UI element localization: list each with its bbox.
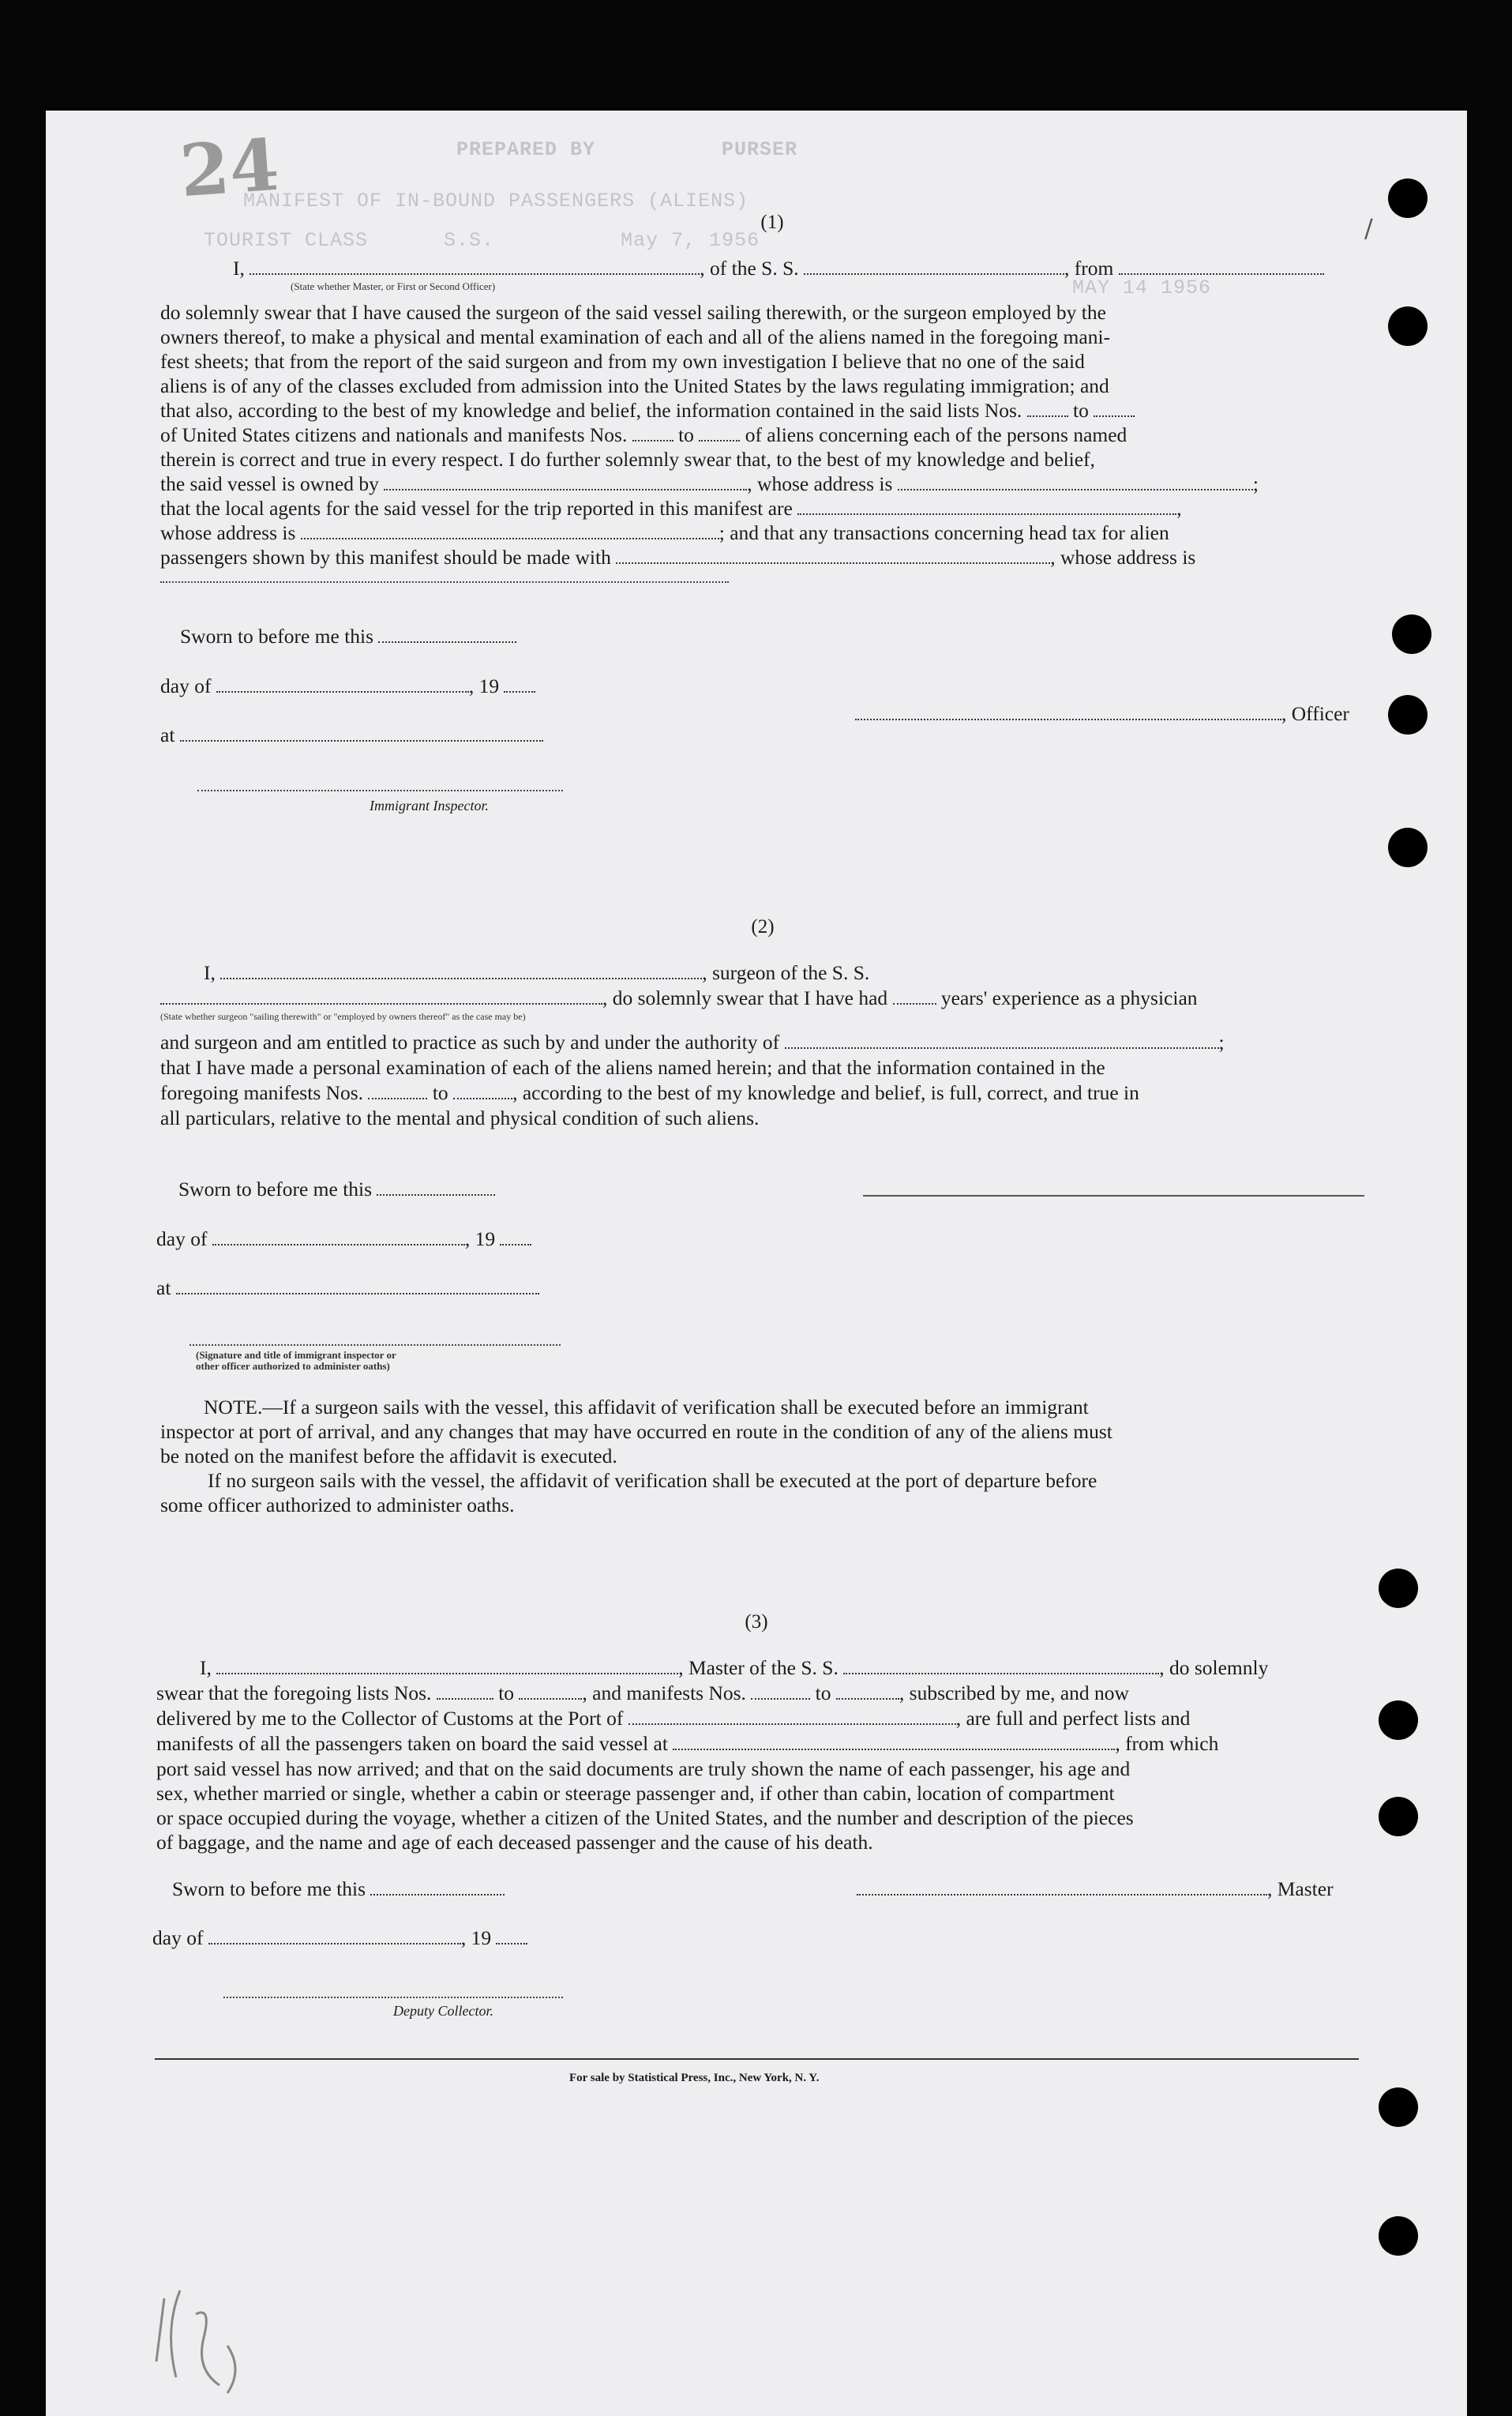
s1-from: , from [1064, 257, 1114, 280]
s1-body-1: do solemnly swear that I have caused the surgeon of the said vessel sailing therewith, or the surgeon employed by the [160, 301, 1106, 324]
s3-day-of: day of [152, 1926, 204, 1949]
s1-to-1: to [1073, 399, 1089, 422]
s1-year-field [504, 675, 535, 693]
s1-inspector: Immigrant Inspector. [370, 798, 489, 813]
s3-vessel-field [843, 1657, 1159, 1674]
s1-master-hint: (State whether Master, or First or Second Officer) [291, 280, 496, 292]
s2-year-field [500, 1228, 531, 1246]
punch-hole [1388, 306, 1428, 346]
s3-full-lists: , are full and perfect lists and [955, 1707, 1191, 1730]
handwritten-mark [133, 2275, 275, 2409]
s3-and-manifests: , and manifests Nos. [582, 1681, 746, 1704]
s2-examination: that I have made a personal examination of each of the aliens named herein; and that the information contained in the [160, 1056, 1105, 1079]
s1-sworn-field [378, 626, 516, 643]
s1-agents-line: that the local agents for the said vessel for the trip reported in this manifest are [160, 497, 793, 520]
s3-collector-sig-line [223, 1997, 563, 1998]
s3-to-2: to [815, 1681, 831, 1704]
s2-sig-hint-1: (Signature and title of immigrant inspector or [196, 1349, 396, 1361]
s1-whose-address: whose address is [160, 521, 296, 544]
s1-day-of: day of [160, 674, 212, 697]
s1-vessel-field [804, 257, 1064, 275]
s2-sworn: Sworn to before me this [178, 1178, 373, 1200]
stamp-line-4: MAY 14 1956 [1072, 276, 1212, 299]
s3-i-label: I, [200, 1656, 212, 1679]
punch-hole [1379, 1797, 1418, 1836]
s2-manifest-to-field [453, 1082, 512, 1099]
s3-manifest-from-field [751, 1682, 810, 1700]
s1-whose-address-is: , whose address is [747, 472, 893, 495]
s2-years: years' experience as a physician [940, 986, 1198, 1009]
punch-hole [1388, 828, 1428, 867]
s3-swear-lists: swear that the foregoing lists Nos. [156, 1681, 432, 1704]
s1-officer: , Officer [1281, 702, 1349, 725]
s1-owner-field [384, 473, 747, 490]
s2-to: to [432, 1081, 448, 1104]
s1-agents-field [797, 498, 1176, 515]
s2-day-of: day of [156, 1227, 208, 1250]
section-3-number: (3) [745, 1611, 768, 1633]
s1-manifest-to-field [699, 424, 740, 441]
footer-rule [155, 2058, 1359, 2060]
s1-head-tax-address-field [160, 581, 729, 583]
s3-master-name-field [216, 1657, 678, 1674]
s3-subscribed: , subscribed by me, and now [899, 1681, 1129, 1704]
s2-surgeon-sig-line [863, 1195, 1364, 1197]
s1-sworn: Sworn to before me this [180, 625, 374, 648]
stamp-line-3: TOURIST CLASS S.S. May 7, 1956 [204, 229, 760, 252]
s3-master: , Master [1267, 1877, 1334, 1900]
s1-at: at [160, 723, 175, 746]
s1-body-3: fest sheets; that from the report of the said surgeon and from my own investigation I believe that no one of the said [160, 350, 1085, 373]
punch-hole [1392, 614, 1431, 654]
s1-body-2: owners thereof, to make a physical and mental examination of each and all of the aliens named in the foregoing mani- [160, 325, 1111, 348]
s3-manifests-of: manifests of all the passengers taken on board the said vessel at [156, 1732, 668, 1755]
punch-hole [1379, 1700, 1418, 1740]
s2-swear: , do solemnly swear that I have had [602, 986, 888, 1009]
punch-hole [1379, 2216, 1418, 2256]
s1-owner-address-field [898, 473, 1253, 490]
s1-citizens-line: of United States citizens and nationals and manifests Nos. [160, 423, 628, 446]
s3-departure-field [673, 1733, 1115, 1750]
s1-whose-address-end: , whose address is [1050, 546, 1196, 569]
s1-year: , 19 [468, 674, 500, 697]
s2-note2-2: some officer authorized to administer oaths. [160, 1494, 515, 1516]
s2-sworn-field [377, 1178, 495, 1196]
s3-year-field [496, 1927, 527, 1944]
s3-body-2: sex, whether married or single, whether a cabin or steerage passenger and, if other than cabin, location of compartment [156, 1782, 1115, 1805]
section-1-number: (1) [760, 212, 784, 233]
s3-body-1: port said vessel has now arrived; and that on the said documents are truly shown the name of each passenger, his age and [156, 1757, 1131, 1780]
s1-of-ss: , of the S. S. [700, 257, 799, 280]
s2-note1-3: be noted on the manifest before the affidavit is executed. [160, 1445, 617, 1467]
s2-according: , according to the best of my knowledge and belief, is full, correct, and true in [512, 1081, 1139, 1104]
s3-body-3: or space occupied during the voyage, whether a citizen of the United States, and the number and description of the pieces [156, 1806, 1134, 1829]
punch-hole [1388, 695, 1428, 735]
s1-passengers-line: passengers shown by this manifest should be made with [160, 546, 611, 569]
s1-lists-line: that also, according to the best of my knowledge and belief, the information contained in the said lists Nos. [160, 399, 1022, 422]
s2-day-field [212, 1228, 465, 1246]
s3-sworn: Sworn to before me this [172, 1877, 366, 1900]
punch-hole [1379, 2087, 1418, 2127]
s3-day-field [208, 1927, 461, 1944]
s2-authority: and surgeon and am entitled to practice as such by and under the authority of [160, 1031, 780, 1054]
s1-lists-to-field [1094, 400, 1135, 417]
s2-surgeon-name-field [220, 962, 702, 979]
s3-port-field [628, 1708, 956, 1725]
s2-note1-1: NOTE.—If a surgeon sails with the vessel, this affidavit of verification shall be executed before an immigrant [204, 1396, 1089, 1418]
s3-lists-from-field [437, 1682, 493, 1700]
stamp-line-2: MANIFEST OF IN-BOUND PASSENGERS (ALIENS) [243, 190, 749, 212]
s3-from-which: , from which [1115, 1732, 1219, 1755]
printer-imprint: For sale by Statistical Press, Inc., New York, N. Y. [569, 2072, 820, 2084]
s3-manifest-to-field [836, 1682, 899, 1700]
s1-from-field [1119, 257, 1324, 275]
s2-manifest-from-field [368, 1082, 427, 1099]
s3-body-4: of baggage, and the name and age of each deceased passenger and the cause of his death. [156, 1831, 873, 1854]
s1-lists-from-field [1027, 400, 1068, 417]
page-number: 24 [177, 122, 282, 214]
s3-delivered: delivered by me to the Collector of Customs at the Port of [156, 1707, 624, 1730]
s3-sworn-field [370, 1878, 505, 1896]
stamp-line-1: PREPARED BY PURSER [456, 138, 798, 161]
s1-body-4: aliens is of any of the classes excluded from admission into the United States by the laws regulating immigration; and [160, 374, 1109, 397]
s3-master-of: , Master of the S. S. [678, 1656, 839, 1679]
s3-year: , 19 [460, 1926, 492, 1949]
section-2-number: (2) [751, 916, 775, 937]
s1-inspector-sig-line [197, 790, 563, 791]
s1-head-tax: ; and that any transactions concerning head tax for alien [718, 521, 1169, 544]
s2-note1-2: inspector at port of arrival, and any changes that may have occurred en route in the condition of any of the aliens must [160, 1420, 1112, 1443]
s1-owned-by: the said vessel is owned by [160, 472, 379, 495]
s2-surgeon-of: , surgeon of the S. S. [702, 961, 870, 984]
document-page: PREPARED BY PURSER MANIFEST OF IN-BOUND PASSENGERS (ALIENS) TOURIST CLASS S.S. May 7, 1956 MAY 14 1956 24 (1) I, , of the S. S. , from (State whether Master, or First or Second Officer) do solemnly swear that I have caused the surgeon of the said vessel sailing therewith, or the surgeon employed by the owners thereof, to make a physical and mental examination of each and all of the aliens named in the foregoing mani- fest sheets; that from the report of the said surgeon and from my own investigation I believe that no one of the said aliens is of any of the classes excluded from admission into the United States by the laws regulating immigration; and that also, according to the best of my knowledge and belief, the information contained in the said lists Nos. to of United States citizens and nationals and manifests Nos. to of aliens concerning each of the persons named therein is correct and true in every respect. I do further solemnly swear that, to the best of my knowledge and belief, the said vessel is owned by , whose address is ; that the local agents for the said vessel for the trip reported in this manifest are , whose address is ; and that any transactions concerning head tax for alien passengers shown by this manifest should be made with , whose address is Sworn to before me this day of , 19 at Immigrant Inspector. , Officer (2) I, , surgeon of the S. S. , do solemnly swear that I have had years' experience as a physician (State whether surgeon "sailing therewith" or "employed by owners thereof" as the case may be) and surgeon and am entitled to practice as such by and under the authority of ; that I have made a personal examination of each of the aliens named herein; and that the information contained in the foregoing manifests Nos. to , according to the best of my knowledge and belief, is full, correct, and true in all particulars, relative to the mental and physical condition of such aliens. Sworn to before me this day of , 19 at (Signature and title of immigrant inspector or other officer authorized to administer oaths) NOTE.—If a surgeon sails with the vessel, this affidavit of verification shall be executed before an immigrant inspector at port of arrival, and any changes that may have occurred en route in the condition of any of the aliens must be noted on the manifest before the affidavit is executed. If no surgeon sails with the vessel, the affidavit of verification shall be executed at the port of departure before some officer authorized to administer oaths. (3) I, , Master of the S. S. , do solemnly swear that the foregoing lists Nos. to , and manifests Nos. to , subscribed by me, and now delivered by me to the Collector of Customs at the Port of , are full and perfect lists and manifests of all the passengers taken on board the said vessel at , from which port said vessel has now arrived; and that on the said documents are truly shown the name of each passenger, his age and sex, whether married or single, whether a cabin or steerage passenger and, if other than cabin, location of compartment or space occupied during the voyage, whether a citizen of the United States, and the number and description of the pieces of baggage, and the name and age of each deceased passenger and the cause of his death. Sworn to before me this , Master day of , 19 Deputy Collector. For sale by Statistical Press, Inc., New York, N. Y. / [46, 111, 1467, 2416]
s2-at: at [156, 1276, 171, 1299]
s3-lists-to-field [519, 1682, 582, 1700]
s2-i-label: I, [204, 961, 216, 984]
s1-officer-field [249, 257, 700, 275]
punch-hole [1379, 1569, 1418, 1608]
s2-particulars: all particulars, relative to the mental and physical condition of such aliens. [160, 1107, 760, 1129]
s3-to-1: to [498, 1681, 515, 1704]
s2-vessel-field [160, 987, 602, 1005]
s1-manifest-from-field [632, 424, 673, 441]
s2-hint: (State whether surgeon "sailing therewith" or "employed by owners thereof" as the case may be) [160, 1011, 526, 1022]
s1-head-tax-field [616, 547, 1050, 564]
s3-master-sig-field [857, 1878, 1267, 1896]
s2-authority-field [785, 1031, 1219, 1049]
s1-to-2: to [678, 423, 694, 446]
s1-i-label: I, [233, 257, 245, 280]
punch-hole [1388, 178, 1428, 218]
s2-years-field [893, 987, 936, 1005]
s1-correct-line: therein is correct and true in every respect. I do further solemnly swear that, to the best of my knowledge and belief, [160, 448, 1095, 471]
s2-sig-hint-2: other officer authorized to administer oaths) [196, 1360, 390, 1372]
s2-at-field [176, 1277, 539, 1294]
s1-at-field [180, 724, 543, 742]
s2-foregoing: foregoing manifests Nos. [160, 1081, 364, 1104]
s1-concerning: of aliens concerning each of the persons named [745, 423, 1127, 446]
s1-officer-sig-field [855, 703, 1281, 720]
corner-tick: / [1364, 213, 1373, 243]
s2-note2-1: If no surgeon sails with the vessel, the affidavit of verification shall be executed at the port of departure before [208, 1469, 1097, 1492]
s2-sig-line [189, 1344, 561, 1346]
s1-agents-address-field [301, 522, 719, 539]
s3-collector: Deputy Collector. [393, 2003, 493, 2019]
s1-day-field [216, 675, 469, 693]
s3-solemnly: , do solemnly [1159, 1656, 1269, 1679]
s2-year: , 19 [464, 1227, 496, 1250]
